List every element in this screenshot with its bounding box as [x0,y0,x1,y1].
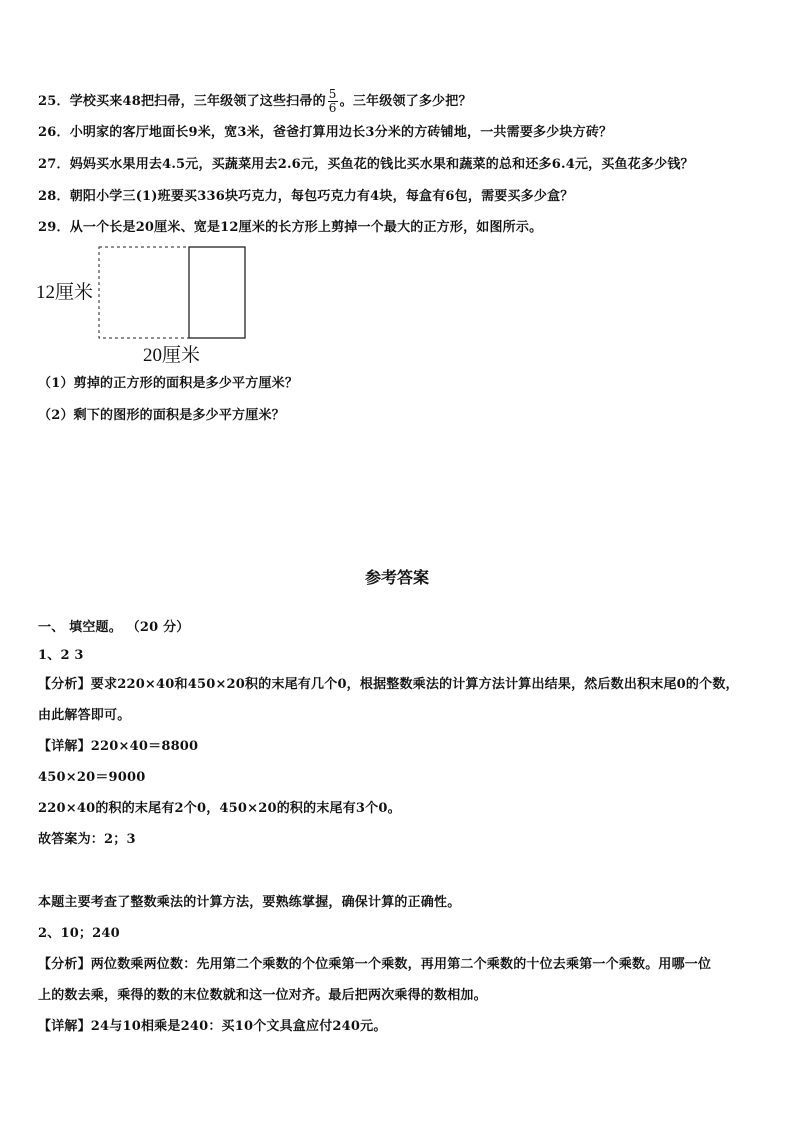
question-25-text-end: 。三年级领了多少把？ [339,94,472,109]
question-25-text: 25．学校买来48把扫帚，三年级领了这些扫帚的 [38,94,326,109]
answer-1-step: 220×40的积的末尾有2个0，450×20的积的末尾有3个0。 [38,801,401,816]
answer-1-analysis-cont: 由此解答即可。 [38,708,131,723]
answer-1-result: 故答案为：2；3 [38,832,136,847]
answer-2: 2、10；240 [38,926,120,941]
question-27: 27．妈妈买水果用去4.5元，买蔬菜用去2.6元，买鱼花的钱比买水果和蔬菜的总和还多6.4元，买鱼花多少钱？ [38,157,694,172]
question-26: 26．小明家的客厅地面长9米，宽3米，爸爸打算用边长3分米的方砖铺地，一共需要多少块方砖？ [38,125,613,140]
question-29-sub-2: （2）剩下的图形的面积是多少平方厘米？ [38,408,285,423]
fraction [328,88,338,115]
fraction-numerator: 5 [328,87,337,101]
answer-1: 1、2 3 [38,648,84,663]
answers-heading: 参考答案 [364,568,429,587]
fraction-denominator: 6 [328,101,337,115]
answer-2-analysis: 【分析】两位数乘两位数：先用第二个乘数的个位乘第一个乘数，再用第二个乘数的十位去乘第一个乘数。用哪一位 [38,957,712,972]
height-label: 12厘米 [36,282,94,303]
answer-1-analysis: 【分析】要求220×40和450×20积的末尾有几个0，根据整数乘法的计算方法计算出结果，然后数出积末尾0的个数， [38,677,739,692]
cut-square-dashed [99,247,189,338]
question-25 [38,88,472,115]
question-28: 28．朝阳小学三(1)班要买336块巧克力，每包巧克力有4块，每盒有6包，需要买多少盒？ [38,189,574,204]
rectangle-figure [30,240,270,368]
answer-1-detail: 【详解】220×40＝8800 [38,739,199,754]
section-title: 一、 填空题。 （20 分） [38,620,190,635]
question-29-sub-1: （1）剪掉的正方形的面积是多少平方厘米？ [38,376,299,391]
answer-2-detail: 【详解】24与10相乘是240：买10个文具盒应付240元。 [38,1019,387,1034]
width-label: 20厘米 [143,345,201,366]
question-29: 29．从一个长是20厘米、宽是12厘米的长方形上剪掉一个最大的正方形，如图所示。 [38,220,543,235]
answer-2-analysis-cont: 上的数去乘，乘得的数的末位数就和这一位对齐。最后把两次乘得的数相加。 [38,988,487,1003]
remaining-rectangle [189,247,245,338]
answer-1-summary: 本题主要考查了整数乘法的计算方法，要熟练掌握，确保计算的正确性。 [38,895,461,910]
answer-1-step: 450×20＝9000 [38,770,146,785]
